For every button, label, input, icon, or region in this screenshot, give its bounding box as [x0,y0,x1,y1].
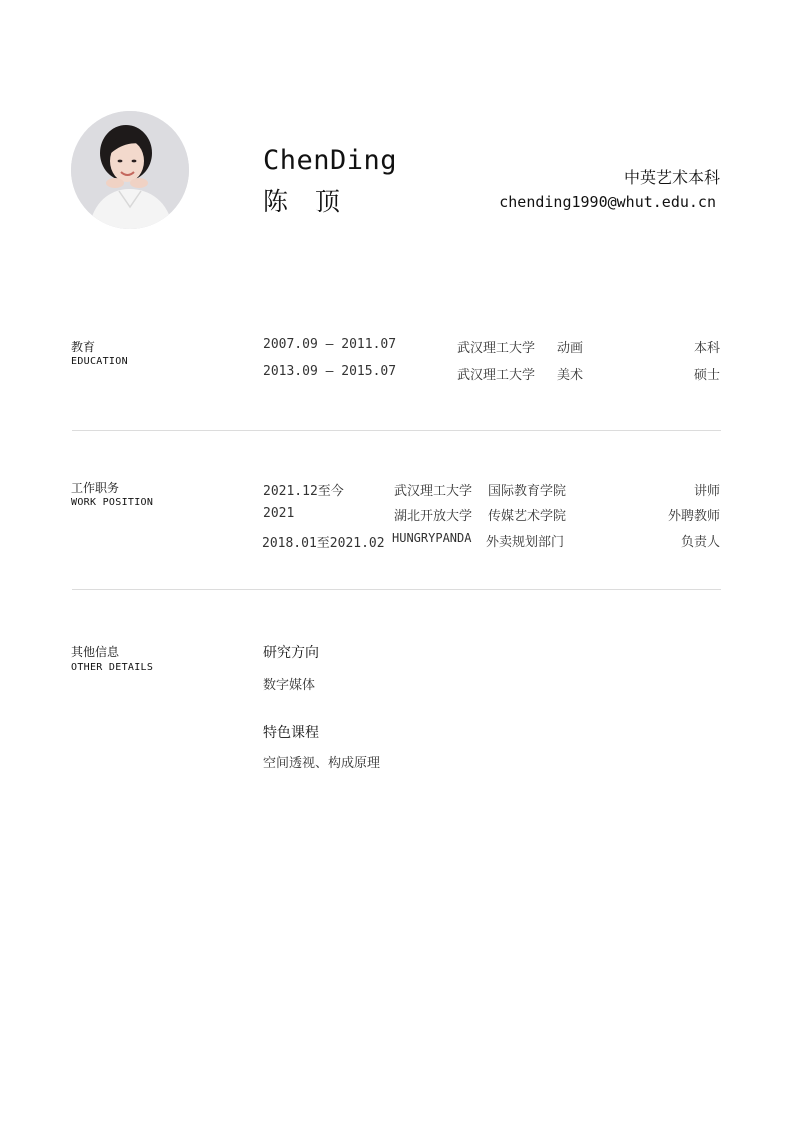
degree-summary: 中英艺术本科 [623,168,720,187]
education-title: 教育 [71,340,96,354]
work-role: 负责人 [680,535,720,550]
work-role: 外聘教师 [667,509,720,524]
work-dept: 传媒艺术学院 [488,509,567,524]
research-label: 研究方向 [263,645,319,661]
section-divider [72,430,721,431]
work-title: 工作职务 [71,481,120,495]
work-subtitle: WORK POSITION [71,497,154,508]
work-dept: 国际教育学院 [488,484,567,499]
work-org: HUNGRYPANDA [392,531,472,545]
work-period: 2018.01至2021.02 [262,536,385,551]
education-subtitle: EDUCATION [71,356,128,367]
work-org: 武汉理工大学 [394,484,473,499]
profile-photo [71,111,189,229]
edu-degree: 本科 [693,341,720,356]
edu-school: 武汉理工大学 [457,368,536,383]
name-english: ChenDing [263,145,398,176]
work-dept: 外卖规划部门 [486,535,565,550]
courses-label: 特色课程 [263,725,319,741]
edu-period: 2007.09 — 2011.07 [263,337,397,352]
edu-major: 美术 [557,368,584,383]
portrait-image [71,111,189,229]
courses-value: 空间透视、构成原理 [263,756,381,771]
section-divider [72,589,721,590]
edu-major: 动画 [557,341,584,356]
research-value: 数字媒体 [263,678,316,693]
work-org: 湖北开放大学 [394,509,473,524]
work-role: 讲师 [693,484,720,499]
other-title: 其他信息 [71,645,120,659]
work-period: 2021.12至今 [263,484,344,499]
name-chinese: 陈 顶 [263,187,347,216]
edu-period: 2013.09 — 2015.07 [263,364,397,379]
work-period: 2021 [263,506,295,521]
other-subtitle: OTHER DETAILS [71,662,154,673]
edu-school: 武汉理工大学 [457,341,536,356]
email-link[interactable]: chending1990@whut.edu.cn [499,193,716,211]
edu-degree: 硕士 [693,368,720,383]
